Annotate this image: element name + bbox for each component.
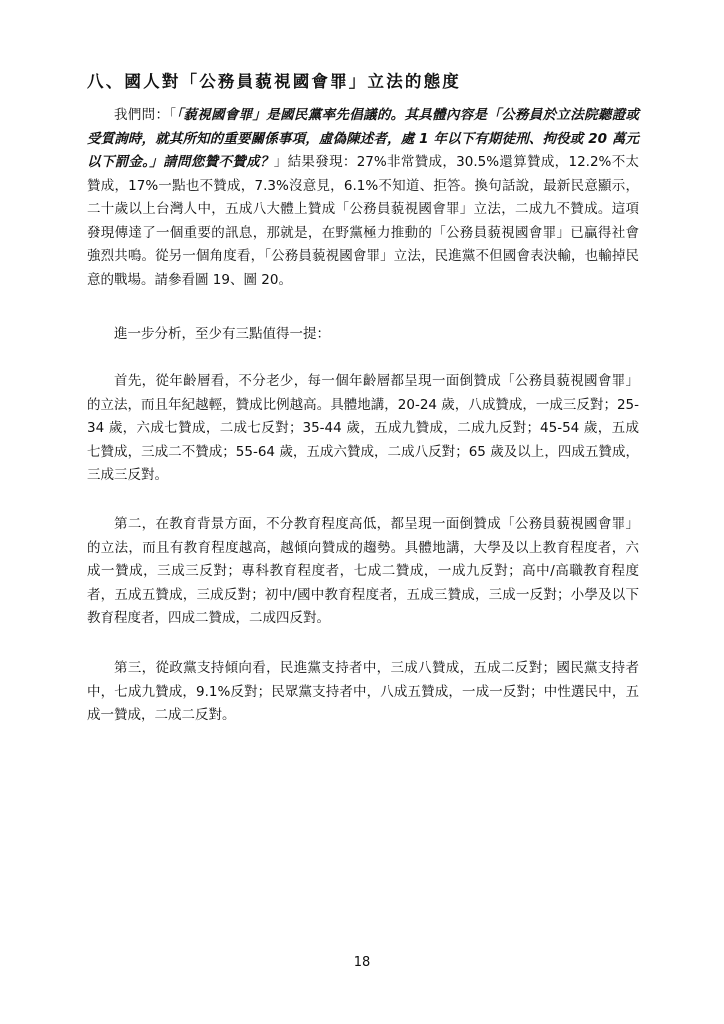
survey-results: 結果發現：27%非常贊成，30.5%還算贊成，12.2%不太贊成，17%一點也不贊成，7.3%沒意見，6.1%不知道、拒答。換句話說，最新民意顯示，二十歲以上台灣人中，五成八大體上贊成「公務員藐視國會罪」立法，二成九不贊成。這項發現傳達了一個重要的訊息，那就是，在野黨極力推動的「公務員藐視國會罪」已贏得社會強烈共鳴。從另一個角度看，「公務員藐視國會罪」立法，民進黨不但國會表決輸，也輸掉民意的戰場。請參看圖 19、圖 20。: [87, 154, 640, 288]
section-heading: 八、國人對「公務員藐視國會罪」立法的態度: [87, 72, 461, 91]
paragraph-party-analysis: 第三，從政黨支持傾向看，民進黨支持者中，三成八贊成，五成二反對；國民黨支持者中，七成九贊成，9.1%反對；民眾黨支持者中，八成五贊成，一成一反對；中性選民中，五成一贊成，二成二反對。: [87, 660, 639, 723]
paragraph-survey-question-and-results: [87, 104, 639, 292]
question-lead: 我們問：「: [114, 107, 177, 123]
page-number: 18: [353, 955, 371, 970]
survey-question: 「藐視國會罪」是國民黨率先倡議的。其具體內容是「公務員於立法院聽證或受質詢時，就其所知的重要關係事項，虛偽陳述者，處 1 年以下有期徒刑、拘役或 20 萬元以下罰金。」請問您贊不贊成？: [87, 107, 640, 170]
paragraph-analysis-intro: 進一步分析，至少有三點值得一提：: [114, 326, 330, 342]
paragraph-age-analysis: 首先，從年齡層看，不分老少，每一個年齡層都呈現一面倒贊成「公務員藐視國會罪」的立法，而且年紀越輕，贊成比例越高。具體地講，20-24 歲，八成贊成，一成三反對；25-34 歲，六成七贊成，二成七反對；35-44 歲，五成九贊成，二成九反對；45-54 歲，五成七贊成，三成二不贊成；55-64 歲，五成六贊成，二成八反對；65 歲及以上，四成五贊成，三成三反對。: [87, 373, 639, 483]
question-close: 」: [273, 154, 288, 170]
paragraph-education-analysis: 第二，在教育背景方面，不分教育程度高低，都呈現一面倒贊成「公務員藐視國會罪」的立法，而且有教育程度越高，越傾向贊成的趨勢。具體地講，大學及以上教育程度者，六成一贊成，三成三反對；專科教育程度者，七成二贊成，一成九反對；高中/高職教育程度者，五成五贊成，三成反對；初中/國中教育程度者，五成三贊成，三成一反對；小學及以下教育程度者，四成二贊成，二成四反對。: [87, 516, 639, 626]
